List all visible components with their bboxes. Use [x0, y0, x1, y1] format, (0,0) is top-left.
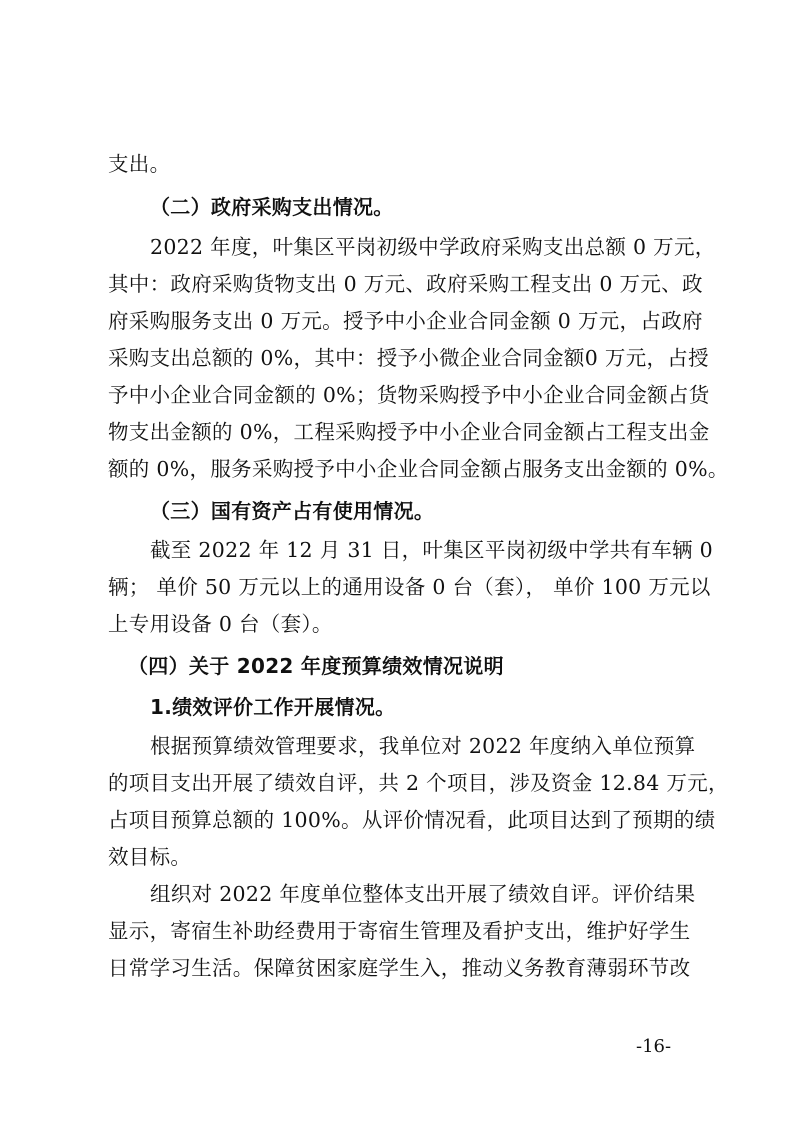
paragraph-line: 效目标。: [108, 845, 192, 869]
paragraph-line: 上专用设备 0 台（套）。: [108, 612, 333, 636]
paragraph-line: 府采购服务支出 0 万元。授予中小企业合同金额 0 万元，占政府: [108, 309, 703, 333]
paragraph-line: 辆； 单价 50 万元以上的通用设备 0 台（套）， 单价 100 万元以: [108, 575, 711, 599]
section-heading: （四）关于 2022 年度预算绩效情况说明: [128, 654, 504, 678]
paragraph-line: 根据预算绩效管理要求，我单位对 2022 年度纳入单位预算: [150, 734, 696, 758]
paragraph-line: 组织对 2022 年度单位整体支出开展了绩效自评。评价结果: [150, 882, 696, 906]
section-heading: （三）国有资产占有使用情况。: [150, 499, 435, 523]
paragraph-line: 其中：政府采购货物支出 0 万元、政府采购工程支出 0 万元、政: [108, 272, 703, 296]
section-heading: （二）政府采购支出情况。: [150, 195, 394, 219]
page-number: -16-: [636, 1036, 672, 1057]
paragraph-line: 采购支出总额的 0%，其中：授予小微企业合同金额0 万元，占授: [108, 346, 709, 370]
paragraph-line: 予中小企业合同金额的 0%；货物采购授予中小企业合同金额占货: [108, 383, 710, 407]
paragraph-line: 截至 2022 年 12 月 31 日，叶集区平岗初级中学共有车辆 0: [150, 538, 713, 562]
paragraph-line: 支出。: [108, 152, 171, 176]
paragraph-line: 额的 0%，服务采购授予中小企业合同金额占服务支出金额的 0%。: [108, 457, 729, 481]
paragraph-line: 占项目预算总额的 100%。从评价情况看，此项目达到了预期的绩: [108, 808, 716, 832]
paragraph-line: 物支出金额的 0%，工程采购授予中小企业合同金额占工程支出金: [108, 420, 710, 444]
section-heading: 1.绩效评价工作开展情况。: [150, 695, 396, 719]
paragraph-line: 的项目支出开展了绩效自评，共 2 个项目，涉及资金 12.84 万元，: [108, 771, 729, 795]
paragraph-line: 2022 年度，叶集区平岗初级中学政府采购支出总额 0 万元，: [150, 235, 716, 259]
paragraph-line: 显示，寄宿生补助经费用于寄宿生管理及看护支出，维护好学生: [108, 919, 691, 943]
paragraph-line: 日常学习生活。保障贫困家庭学生入，推动义务教育薄弱环节改: [108, 956, 691, 980]
